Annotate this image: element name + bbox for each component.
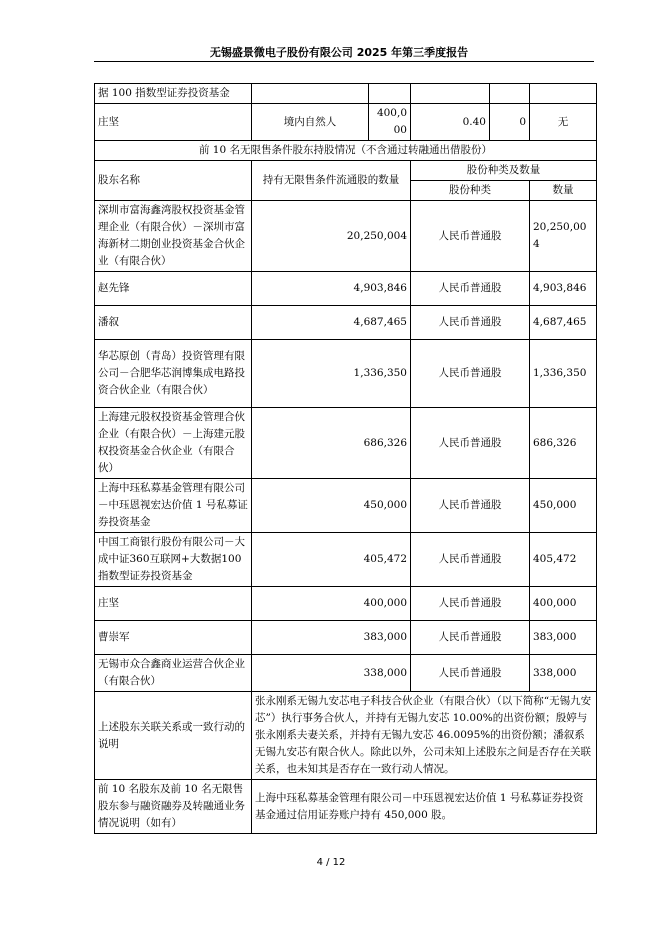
header-row-1 xyxy=(95,161,597,181)
header-rule xyxy=(94,61,594,62)
top-row-zhuangjian xyxy=(95,104,597,141)
holding-shares: 400,000 xyxy=(369,104,411,141)
relation-label: 上述股东关联关系或一致行动的说明 xyxy=(95,692,252,780)
holding-ratio: 0.40 xyxy=(411,104,490,141)
table-row xyxy=(95,272,597,306)
table-row xyxy=(95,533,597,587)
section-title: 前 10 名无限售条件股东持股情况（不含通过转融通出借股份） xyxy=(95,141,597,161)
restricted-shares: 0 xyxy=(490,104,530,141)
page-number: 4 / 12 xyxy=(316,857,346,868)
top-row-name: 庄坚 xyxy=(95,104,252,141)
share-amount: 20,250,004 xyxy=(530,201,597,272)
table-row xyxy=(95,587,597,621)
top-row-fund-cont xyxy=(95,84,597,104)
margin-label: 前 10 名股东及前 10 名无限售股东参与融资融券及转融通业务情况说明（如有） xyxy=(95,780,252,834)
unrestricted-qty: 405,472 xyxy=(252,533,411,587)
holder-name: 庄坚 xyxy=(95,587,252,621)
unrestricted-qty: 686,326 xyxy=(252,408,411,479)
section-title-row xyxy=(95,141,597,161)
holder-name: 中国工商银行股份有限公司－大成中证360互联网+大数据100指数型证券投资基金 xyxy=(95,533,252,587)
holder-name: 华芯原创（青岛）投资管理有限公司－合肥华芯润博集成电路投资合伙企业（有限合伙） xyxy=(95,340,252,408)
holder-name: 上海建元股权投资基金管理合伙企业（有限合伙）－上海建元股权投资基金合伙企业（有限合伙） xyxy=(95,408,252,479)
table-row xyxy=(95,340,597,408)
table-row xyxy=(95,479,597,533)
top-row-name: 据 100 指数型证券投资基金 xyxy=(95,84,252,104)
share-amount: 4,687,465 xyxy=(530,306,597,340)
table-row xyxy=(95,655,597,692)
share-type: 人民币普通股 xyxy=(411,306,530,340)
holder-name: 潘叙 xyxy=(95,306,252,340)
unrestricted-qty: 4,687,465 xyxy=(252,306,411,340)
col-type-group-header: 股份种类及数量 xyxy=(411,161,597,181)
holder-name: 无锡市众合鑫商业运营合伙企业（有限合伙） xyxy=(95,655,252,692)
share-type: 人民币普通股 xyxy=(411,408,530,479)
col-type-header: 股份种类 xyxy=(411,181,530,201)
col-holder-header: 股东名称 xyxy=(95,161,252,201)
table-row xyxy=(95,306,597,340)
unrestricted-qty: 1,336,350 xyxy=(252,340,411,408)
page-header: 无锡盛景微电子股份有限公司 2025 年第三季度报告 xyxy=(209,46,469,59)
margin-row xyxy=(95,780,597,834)
shareholder-table xyxy=(94,83,597,834)
share-type: 人民币普通股 xyxy=(411,587,530,621)
unrestricted-qty: 338,000 xyxy=(252,655,411,692)
share-type: 人民币普通股 xyxy=(411,272,530,306)
share-type: 人民币普通股 xyxy=(411,201,530,272)
share-amount: 400,000 xyxy=(530,587,597,621)
share-amount: 405,472 xyxy=(530,533,597,587)
pledge-status: 无 xyxy=(530,104,597,141)
holder-name: 赵先锋 xyxy=(95,272,252,306)
col-amount-header: 数量 xyxy=(530,181,597,201)
share-amount: 383,000 xyxy=(530,621,597,655)
share-amount: 450,000 xyxy=(530,479,597,533)
share-type: 人民币普通股 xyxy=(411,655,530,692)
col-qty-header: 持有无限售条件流通股的数量 xyxy=(252,161,411,201)
margin-text: 上海中珏私募基金管理有限公司－中珏恩视宏达价值 1 号私募证券投资基金通过信用证券账户持有 450,000 股。 xyxy=(252,780,597,834)
share-type: 人民币普通股 xyxy=(411,479,530,533)
holder-name: 上海中珏私募基金管理有限公司－中珏恩视宏达价值 1 号私募证券投资基金 xyxy=(95,479,252,533)
share-type: 人民币普通股 xyxy=(411,621,530,655)
holder-name: 深圳市富海鑫湾股权投资基金管理企业（有限合伙）－深圳市富海新材二期创业投资基金合伙企业（有限合伙） xyxy=(95,201,252,272)
table-row xyxy=(95,201,597,272)
holder-name: 曹崇军 xyxy=(95,621,252,655)
holder-nature: 境内自然人 xyxy=(252,104,369,141)
unrestricted-qty: 383,000 xyxy=(252,621,411,655)
unrestricted-qty: 400,000 xyxy=(252,587,411,621)
share-amount: 338,000 xyxy=(530,655,597,692)
unrestricted-qty: 20,250,004 xyxy=(252,201,411,272)
relation-text: 张永刚系无锡九安芯电子科技合伙企业（有限合伙）（以下简称“无锡九安芯”）执行事务合伙人，并持有无锡九安芯 10.00%的出资份额；殷婷与张永刚系夫妻关系，并持有无锡九安芯 46.0095%的出资份额；潘叙系无锡九安芯有限合伙人。除此以外，公司未知上述股东之间是否存在关联关系，也未知其是否存在一致行动人情况。 xyxy=(252,692,597,780)
table-row xyxy=(95,621,597,655)
share-type: 人民币普通股 xyxy=(411,533,530,587)
share-type: 人民币普通股 xyxy=(411,340,530,408)
share-amount: 1,336,350 xyxy=(530,340,597,408)
table-row xyxy=(95,408,597,479)
unrestricted-qty: 4,903,846 xyxy=(252,272,411,306)
share-amount: 686,326 xyxy=(530,408,597,479)
share-amount: 4,903,846 xyxy=(530,272,597,306)
relation-row xyxy=(95,692,597,780)
unrestricted-qty: 450,000 xyxy=(252,479,411,533)
